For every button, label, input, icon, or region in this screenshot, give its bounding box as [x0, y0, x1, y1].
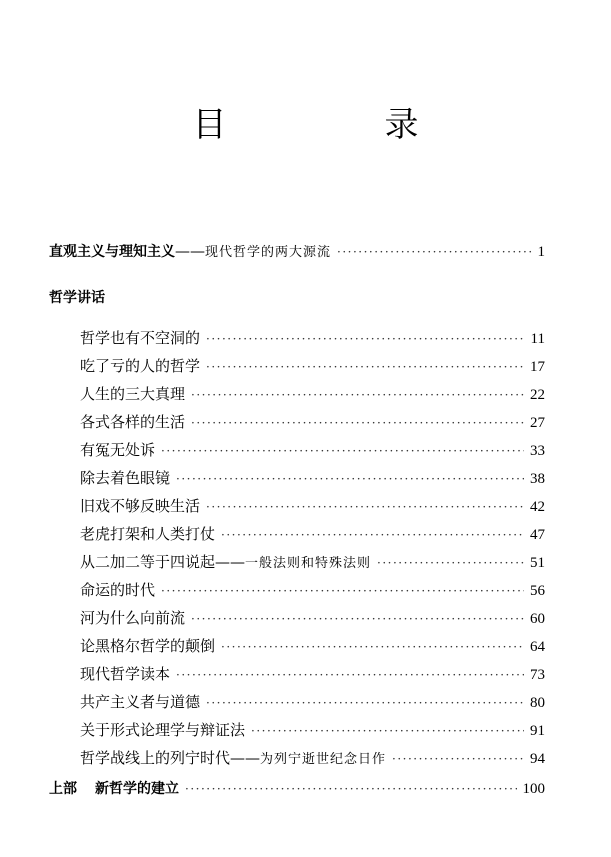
part-label: 上部: [49, 781, 77, 797]
entry-dash: ——: [230, 749, 261, 767]
dot-leader: [191, 413, 524, 433]
dot-leader: [206, 497, 524, 517]
page-number: 100: [522, 781, 545, 797]
toc-entry[interactable]: [80, 524, 545, 545]
entry-title: 吃了亏的人的哲学: [80, 357, 201, 375]
toc-entry[interactable]: [80, 384, 545, 405]
toc-entry[interactable]: [80, 440, 545, 461]
page-title: 目 录: [192, 105, 481, 145]
entry-title: 哲学也有不空洞的: [80, 329, 201, 347]
entry-title: 人生的三大真理: [80, 385, 186, 403]
dot-leader: [161, 441, 524, 461]
entry-title: 命运的时代: [80, 581, 156, 599]
page-number: 64: [530, 639, 545, 655]
toc-entry[interactable]: [80, 356, 545, 377]
entry-title: 老虎打架和人类打仗: [80, 525, 216, 543]
entry-title: 各式各样的生活: [80, 413, 186, 431]
page-number: 27: [530, 415, 545, 431]
toc-entry[interactable]: [80, 636, 545, 657]
page-number: 56: [530, 583, 545, 599]
dot-leader: [191, 609, 524, 629]
page-number: 47: [530, 527, 545, 543]
toc-entry-part[interactable]: [49, 779, 545, 799]
dot-leader: [161, 581, 524, 601]
page-number: 94: [530, 751, 545, 767]
toc-entry[interactable]: [80, 580, 545, 601]
entry-dash: ——: [175, 242, 205, 260]
dot-leader: [206, 693, 524, 713]
toc-entry[interactable]: [80, 328, 545, 349]
dot-leader: [392, 749, 524, 769]
page-number: 22: [530, 387, 545, 403]
toc-entry[interactable]: [80, 692, 545, 713]
entry-subtitle: 现代哲学的两大源流: [205, 245, 332, 260]
entry-title: 除去着色眼镜: [80, 469, 171, 487]
page-number: 91: [530, 723, 545, 739]
dot-leader: [206, 357, 524, 377]
entry-subtitle: 为列宁逝世纪念日作: [260, 752, 387, 767]
toc-entry[interactable]: [80, 664, 545, 685]
toc-entry[interactable]: [80, 608, 545, 629]
entry-title: 新哲学的建立: [95, 781, 179, 797]
dot-leader: [377, 553, 524, 573]
dot-leader: [191, 385, 524, 405]
page-number: 33: [530, 443, 545, 459]
toc-entry[interactable]: [80, 748, 545, 770]
toc-entry[interactable]: [80, 412, 545, 433]
entry-title: 论黑格尔哲学的颠倒: [80, 637, 216, 655]
entry-subtitle: 一般法则和特殊法则: [245, 556, 372, 571]
page-number: 11: [530, 331, 545, 347]
page-number: 73: [530, 667, 545, 683]
dot-leader: [176, 469, 524, 489]
dot-leader: [251, 721, 524, 741]
entry-title: 从二加二等于四说起: [80, 553, 216, 571]
entry-title: 关于形式论理学与辩证法: [80, 721, 246, 739]
entry-title: 有冤无处诉: [80, 441, 156, 459]
toc-entry[interactable]: [80, 496, 545, 517]
page-number: 51: [530, 555, 545, 571]
toc-entry[interactable]: [80, 552, 545, 574]
dot-leader: [221, 637, 524, 657]
dot-leader: [176, 665, 524, 685]
section-heading: 哲学讲话: [49, 290, 105, 306]
entry-title: 河为什么向前流: [80, 609, 186, 627]
dot-leader: [185, 779, 517, 799]
dot-leader: [337, 242, 531, 262]
page-number: 17: [530, 359, 545, 375]
toc-entry-top[interactable]: [49, 241, 545, 263]
page-number: 42: [530, 499, 545, 515]
dot-leader: [206, 329, 525, 349]
toc-entry[interactable]: [80, 720, 545, 741]
entry-title: 哲学战线上的列宁时代: [80, 749, 231, 767]
page-number: 60: [530, 611, 545, 627]
entry-title: 旧戏不够反映生活: [80, 497, 201, 515]
entry-title: 直观主义与理知主义: [49, 244, 175, 260]
page-number: 38: [530, 471, 545, 487]
entry-dash: ——: [215, 553, 246, 571]
entry-title: 现代哲学读本: [80, 665, 171, 683]
entry-title: 共产主义者与道德: [80, 693, 201, 711]
dot-leader: [221, 525, 524, 545]
page-number: 1: [537, 244, 545, 260]
toc-entry[interactable]: [80, 468, 545, 489]
page-number: 80: [530, 695, 545, 711]
